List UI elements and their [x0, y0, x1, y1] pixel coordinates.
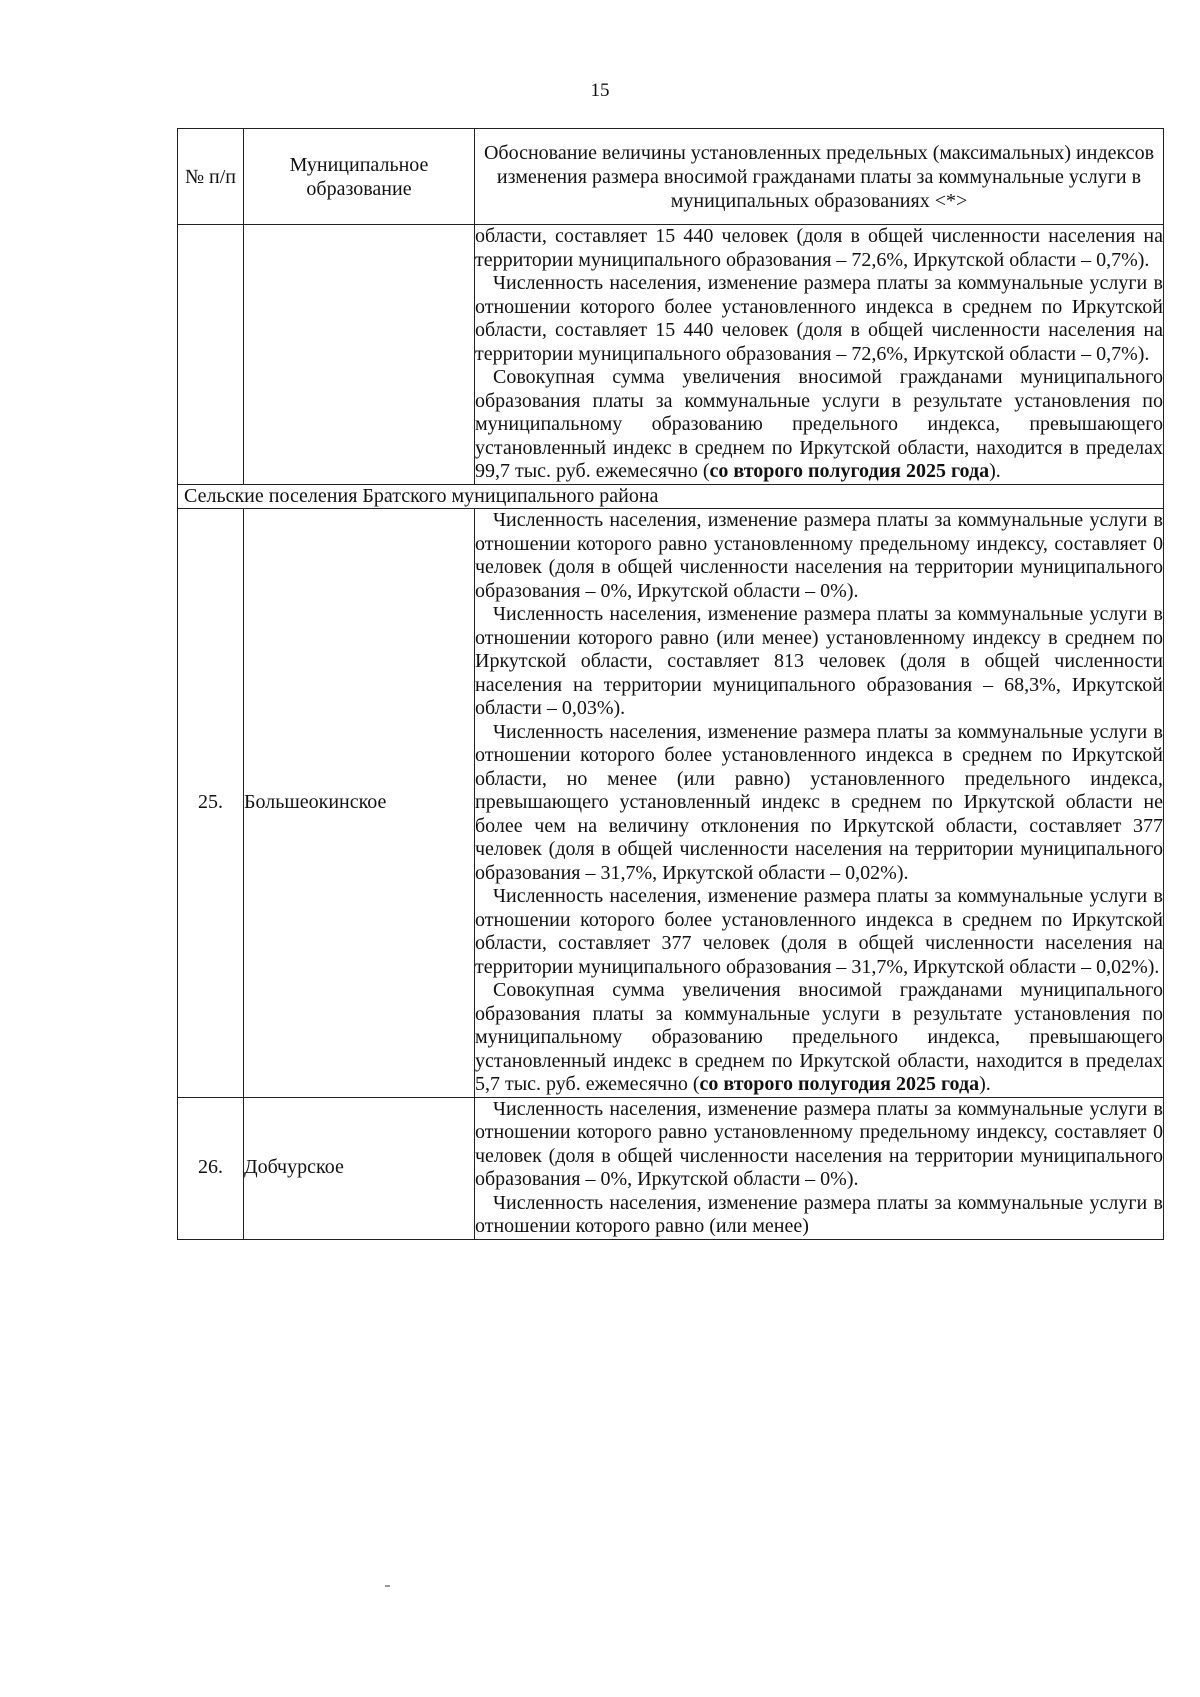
header-justification: Обоснование величины установленных предельных (максимальных) индексов изменения размера вносимой гражданами платы за коммунальные услуги в муниципальных образованиях <*>: [475, 129, 1164, 225]
table-header-row: [178, 129, 1164, 225]
justification-table: [177, 128, 1164, 1240]
paragraph-total-sum: Совокупная сумма увеличения вносимой гражданами муниципального образования платы за коммунальные услуги в результате установления по муниципальному образованию предельного индекса, превышающего установленный индекс в среднем по Иркутской области, находится в пределах 5,7 тыс. руб. ежемесячно (со второго полугодия 2025 года).: [475, 979, 1163, 1095]
paragraph: Численность населения, изменение размера платы за коммунальные услуги в отношении которого более установленного индекса в среднем по Иркутской области, составляет 15 440 человек (доля в общей численности населения на территории муниципального образования – 72,6%, Иркутской области – 0,7%).: [475, 272, 1163, 365]
table-row-25: [178, 509, 1164, 1098]
municipality-cell-empty: [244, 225, 475, 485]
paragraph: Численность населения, изменение размера платы за коммунальные услуги в отношении которого более установленного индекса в среднем по Иркутской области, составляет 377 человек (доля в общей численности населения на территории муниципального образования – 31,7%, Иркутской области – 0,02%).: [475, 885, 1163, 978]
bold-period: со второго полугодия 2025 года: [699, 1073, 980, 1095]
justification-cell: [475, 1097, 1164, 1239]
number-cell-empty: [178, 225, 244, 485]
municipality-name: Добчурское: [244, 1097, 475, 1239]
municipality-name: Большеокинское: [244, 509, 475, 1098]
section-row: [178, 484, 1164, 509]
scan-artifact: [385, 1585, 390, 1587]
table-row-continuation: [178, 225, 1164, 485]
table-row-26: [178, 1097, 1164, 1239]
paragraph: Численность населения, изменение размера платы за коммунальные услуги в отношении которого более установленного индекса в среднем по Иркутской области, но менее (или равно) установленного предельного индекса, превышающего установленный индекс в среднем по Иркутской области не более чем на величину отклонения по Иркутской области, составляет 377 человек (доля в общей численности населения на территории муниципального образования – 31,7%, Иркутской области – 0,02%).: [475, 720, 1163, 884]
justification-cell-continuation: [475, 225, 1164, 485]
paragraph-total-sum: Совокупная сумма увеличения вносимой гражданами муниципального образования платы за коммунальные услуги в результате установления по муниципальному образованию предельного индекса, превышающего установленный индекс в среднем по Иркутской области, находится в пределах 99,7 тыс. руб. ежемесячно (со второго полугодия 2025 года).: [475, 366, 1163, 482]
header-number: № п/п: [178, 129, 244, 225]
paragraph: области, составляет 15 440 человек (доля в общей численности населения на территории муниципального образования – 72,6%, Иркутской области – 0,7%).: [475, 225, 1163, 271]
page-number: 15: [590, 80, 610, 101]
row-number: 25.: [178, 509, 244, 1098]
bold-period: со второго полугодия 2025 года: [709, 460, 990, 482]
header-municipality: Муниципальное образование: [244, 129, 475, 225]
paragraph: Численность населения, изменение размера платы за коммунальные услуги в отношении которого равно установленному предельному индексу, составляет 0 человек (доля в общей численности населения на территории муниципального образования – 0%, Иркутской области – 0%).: [475, 509, 1163, 602]
section-title: Сельские поселения Братского муниципального района: [178, 484, 1164, 509]
paragraph: Численность населения, изменение размера платы за коммунальные услуги в отношении которого равно установленному предельному индексу, составляет 0 человек (доля в общей численности населения на территории муниципального образования – 0%, Иркутской области – 0%).: [475, 1097, 1163, 1190]
justification-cell: [475, 509, 1164, 1098]
row-number: 26.: [178, 1097, 244, 1239]
paragraph: Численность населения, изменение размера платы за коммунальные услуги в отношении которого равно (или менее): [475, 1191, 1163, 1237]
paragraph: Численность населения, изменение размера платы за коммунальные услуги в отношении которого равно (или менее) установленному индексу в среднем по Иркутской области, составляет 813 человек (доля в общей численности населения на территории муниципального образования – 68,3%, Иркутской области – 0,03%).: [475, 603, 1163, 719]
